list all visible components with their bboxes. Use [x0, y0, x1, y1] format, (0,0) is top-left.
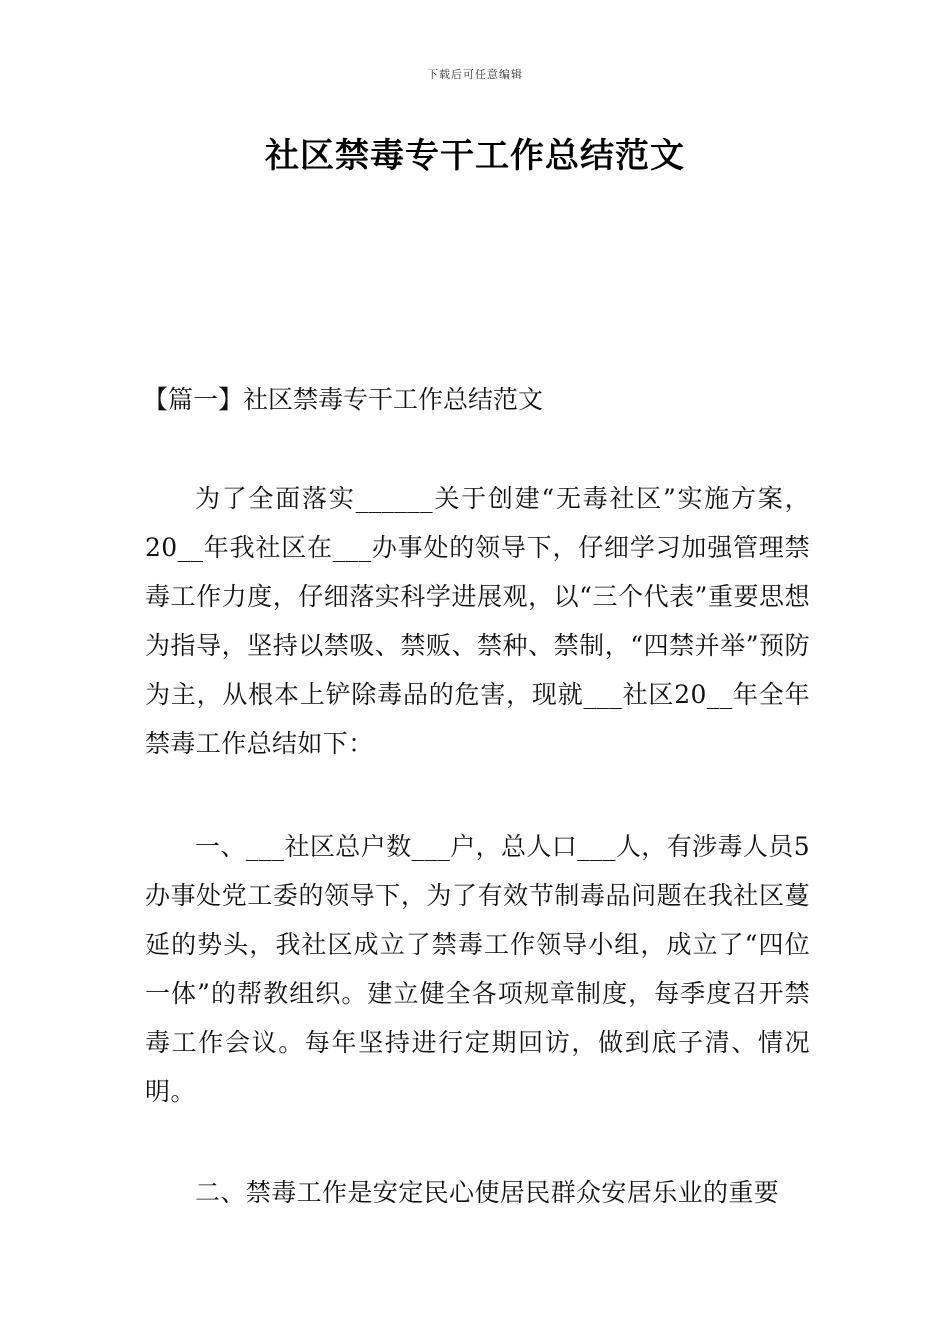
paragraph-section-one: 一、___社区总户数___户，总人口___人，有涉毒人员5办事处党工委的领导下，为了有效节制毒品问题在我社区蔓延的势头，我社区成立了禁毒工作领导小组，成立了“四位一体”的帮教组织。建立健全各项规章制度，每季度召开禁毒工作会议。每年坚持进行定期回访，做到底子清、情况明。: [145, 832, 811, 1106]
header-note: 下载后可任意编辑: [427, 68, 523, 81]
section-heading: 【篇一】社区禁毒专干工作总结范文: [143, 385, 544, 414]
document-title: 社区禁毒专干工作总结范文: [265, 136, 685, 176]
paragraph-section-two: 二、禁毒工作是安定民心使居民群众安居乐业的重要: [195, 1178, 780, 1207]
paragraph-intro: 为了全面落实______关于创建“无毒社区”实施方案，20__年我社区在___办事处的领导下，仔细学习加强管理禁毒工作力度，仔细落实科学进展观，以“三个代表”重要思想为指导，坚持以禁吸、禁贩、禁种、禁制，“四禁并举”预防为主，从根本上铲除毒品的危害，现就___社区20__年全年禁毒工作总结如下：: [145, 484, 810, 758]
